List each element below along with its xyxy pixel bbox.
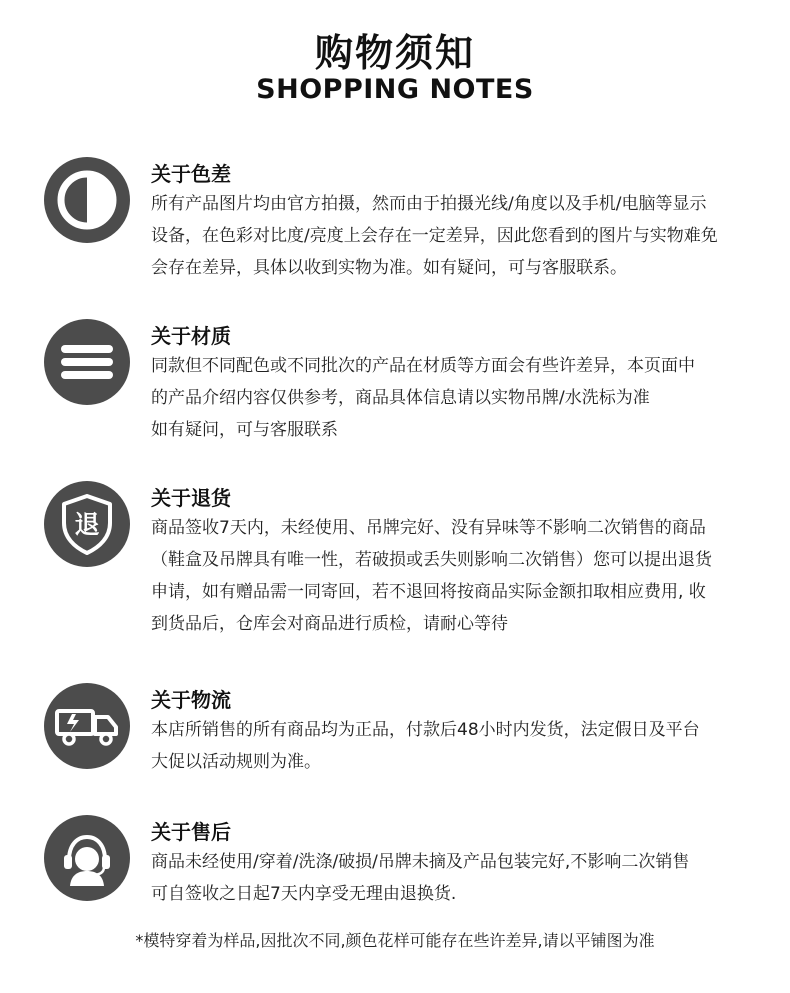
- body-line: 所有产品图片均由官方拍摄，然而由于拍摄光线/角度以及手机/电脑等显示: [151, 194, 707, 214]
- body-line: 同款但不同配色或不同批次的产品在材质等方面会有些许差异，本页面中: [151, 356, 695, 376]
- body-line: 申请，如有赠品需一同寄回，若不退回将按商品实际金额扣取相应费用, 收: [151, 582, 706, 602]
- body-line: 如有疑问，可与客服联系: [151, 420, 338, 440]
- body-line: 设备，在色彩对比度/亮度上会存在一定差异，因此您看到的图片与实物难免: [151, 226, 718, 246]
- customer-service-icon: [44, 815, 130, 901]
- delivery-truck-icon: [44, 683, 130, 769]
- body-line: 本店所销售的所有商品均为正品，付款后48小时内发货，法定假日及平台: [151, 720, 700, 740]
- body-line: 会存在差异，具体以收到实物为准。如有疑问，可与客服联系。: [151, 258, 627, 278]
- body-line: （鞋盒及吊牌具有唯一性，若破损或丢失则影响二次销售）您可以提出退货: [151, 550, 712, 570]
- body-line: 到货品后，仓库会对商品进行质检，请耐心等待: [151, 614, 508, 634]
- section-title-returns: 关于退货: [151, 486, 231, 510]
- menu-lines-icon: [44, 319, 130, 405]
- body-line: 可自签收之日起7天内享受无理由退换货.: [151, 884, 457, 904]
- section-body-material: [151, 350, 695, 446]
- section-body-aftersales: [151, 846, 689, 910]
- body-line: 大促以活动规则为准。: [151, 752, 321, 772]
- section-title-aftersales: 关于售后: [151, 820, 231, 844]
- page-title: 购物须知: [314, 31, 475, 75]
- section-title-color: 关于色差: [151, 162, 231, 186]
- body-line: 商品未经使用/穿着/洗涤/破损/吊牌未摘及产品包装完好,不影响二次销售: [151, 852, 690, 872]
- section-title-material: 关于材质: [151, 324, 231, 348]
- body-line: 的产品介绍内容仅供参考，商品具体信息请以实物吊牌/水洗标为准: [151, 388, 650, 408]
- page-subtitle: SHOPPING NOTES: [256, 74, 534, 105]
- section-body-returns: [151, 512, 712, 640]
- section-title-logistics: 关于物流: [151, 688, 231, 712]
- return-shield-icon: [44, 481, 130, 567]
- footnote: *模特穿着为样品,因批次不同,颜色花样可能存在些许差异,请以平铺图为准: [135, 931, 655, 950]
- half-circle-icon: [44, 157, 130, 243]
- section-body-logistics: [151, 714, 700, 778]
- body-line: 商品签收7天内，未经使用、吊牌完好、没有异味等不影响二次销售的商品: [151, 518, 706, 538]
- section-body-color: [151, 188, 718, 284]
- return-glyph: 退: [74, 510, 100, 539]
